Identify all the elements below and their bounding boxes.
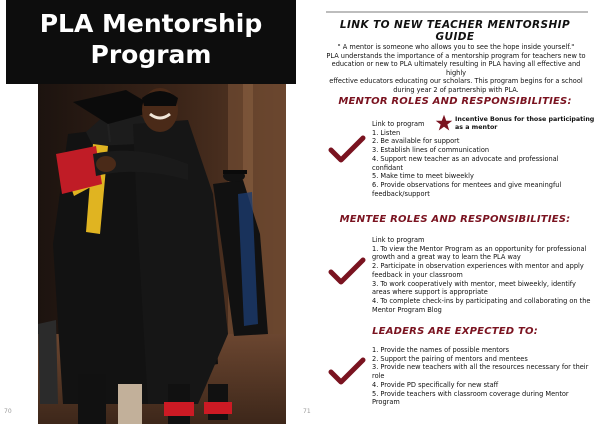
intro-line: during year 2 of partnership with PLA.	[393, 85, 519, 94]
incentive-line: Incentive Bonus for those participating	[455, 116, 595, 123]
intro-line: education or new to PLA ultimately resulting in PLA having all effective and highly	[331, 60, 581, 77]
graduation-hug-photo	[38, 84, 286, 424]
list-item: 1. To view the Mentor Program as an opportunity for professional	[372, 244, 587, 253]
list-item: confidant	[372, 163, 403, 172]
list-item: 6. Provide observations for mentees and give meaningful	[372, 180, 562, 189]
leaders-expectations-list	[372, 346, 594, 407]
mentor-responsibilities-list	[372, 120, 594, 198]
list-item: 5. Make time to meet biweekly	[372, 172, 474, 181]
mentee-program-link[interactable]: Link to program	[372, 236, 425, 244]
list-item: 1. Listen	[372, 128, 401, 137]
mentee-roles-heading: MENTEE ROLES AND RESPONSIBILITIES:	[339, 214, 571, 225]
top-divider	[326, 11, 588, 13]
mentor-roles-heading: MENTOR ROLES AND RESPONSIBILITIES:	[338, 96, 572, 107]
list-item: role	[372, 372, 385, 381]
incentive-line: as a mentor	[455, 123, 498, 131]
list-item: areas where support is appropriate	[372, 288, 488, 297]
page-title	[6, 8, 296, 70]
list-item: 4. Support new teacher as an advocate and professional	[372, 154, 559, 163]
checkmark-icon	[328, 356, 366, 386]
right-page	[300, 0, 600, 424]
list-item: 3. Provide new teachers with all the resources necessary for their	[372, 363, 589, 372]
list-item: growth and a great way to learn the PLA way	[372, 253, 521, 262]
intro-line: effective educators educating our scholars. This program begins for a school	[329, 77, 583, 86]
checkmark-icon	[328, 134, 366, 164]
title-line-1: PLA Mentorship	[39, 9, 263, 38]
list-item: 2. Support the pairing of mentors and mentees	[372, 354, 528, 363]
list-item: feedback in your classroom	[372, 270, 463, 279]
page-number-left: 70	[4, 408, 12, 415]
list-item: 3. To work cooperatively with mentor, meet biweekly, identify	[372, 279, 576, 288]
list-item: Program	[372, 398, 400, 407]
list-item: 2. Participate in observation experiences with mentor and apply	[372, 262, 584, 271]
title-line-2: Program	[90, 40, 212, 69]
list-item: feedback/support	[372, 189, 430, 198]
intro-line: PLA understands the importance of a mentorship program for teachers new to	[326, 51, 586, 60]
list-item: 1. Provide the names of possible mentors	[372, 346, 510, 354]
mentee-responsibilities-list	[372, 236, 594, 314]
list-item: 5. Provide teachers with classroom coverage during Mentor	[372, 389, 569, 398]
list-item: 3. Establish lines of communication	[372, 146, 490, 155]
list-item: Mentor Program Blog	[372, 305, 442, 314]
list-item: 4. To complete check-ins by participating and collaborating on the	[372, 296, 591, 305]
mentorship-guide-link[interactable]: LINK TO NEW TEACHER MENTORSHIP GUIDE	[339, 19, 571, 43]
list-item: 4. Provide PD specifically for new staff	[372, 380, 499, 389]
intro-paragraph	[322, 43, 590, 95]
leaders-expected-heading: LEADERS ARE EXPECTED TO:	[372, 326, 538, 337]
page-number-right: 71	[303, 408, 311, 415]
intro-line: " A mentor is someone who allows you to see the hope inside yourself."	[337, 43, 575, 51]
mentor-program-link[interactable]: Link to program	[372, 120, 425, 128]
list-item: 2. Be available for support	[372, 137, 460, 146]
checkmark-icon	[328, 256, 366, 286]
